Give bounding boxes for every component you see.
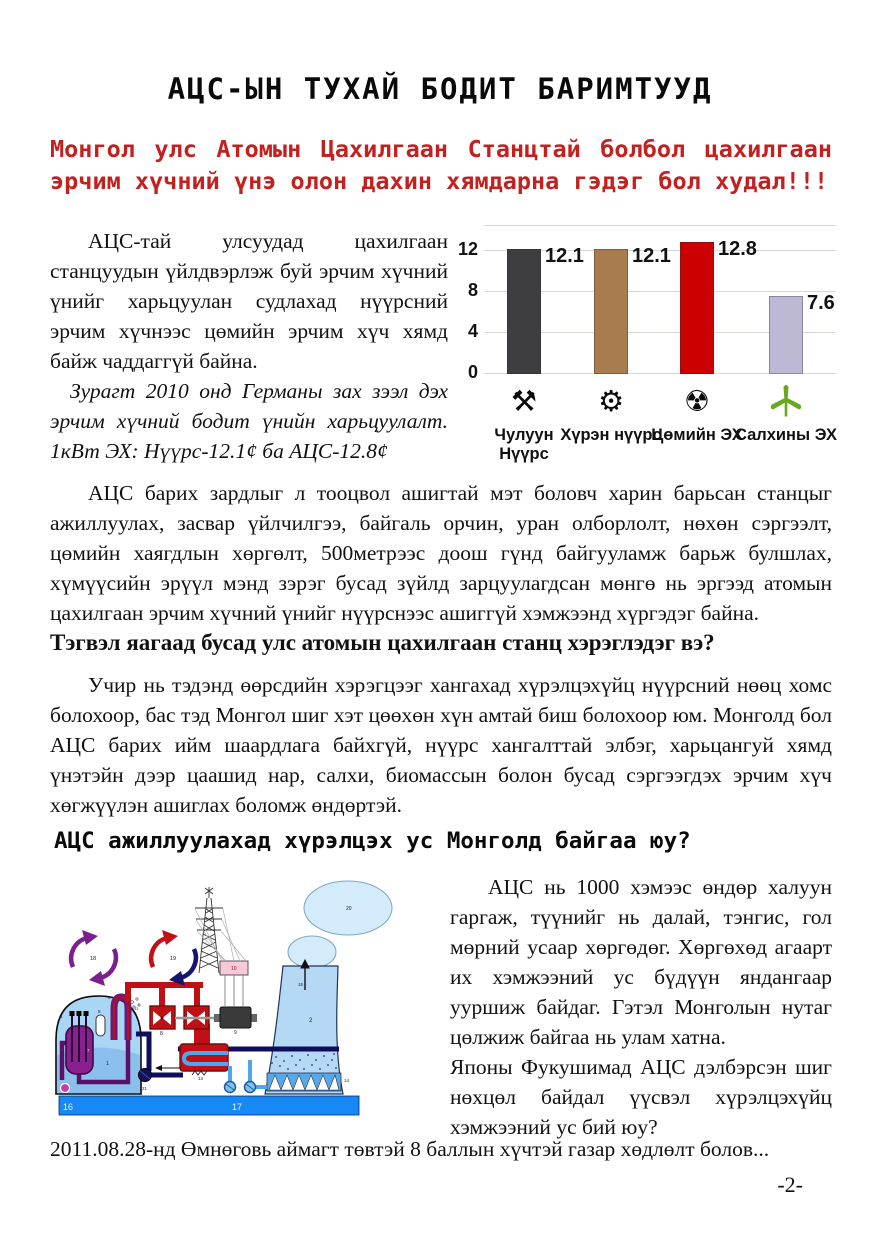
svg-text:17: 17 xyxy=(232,1102,243,1112)
svg-text:2: 2 xyxy=(309,1018,313,1024)
y-tick: 8 xyxy=(467,280,478,300)
bar xyxy=(594,249,628,374)
water-paragraph-1: АЦС нь 1000 хэмээс өндөр халуун гаргаж, түүнийг нь далай, тэнгис, гол мөрний усаар хөргөдөг. Хөргөхөд агаарт их хэмжээний ус бүдүүн яндангаар ууршиж байдаг. Гэтэл Монголын нутаг цөлжиж байгаа нь улам хатна. xyxy=(450,875,832,1049)
cost-paragraph: АЦС барих зардлыг л тооцвол ашигтай мэт боловч харин барьсан станцыг ажиллуулах, засвар үйлчилгээ, байгаль орчин, уран олборлолт, нөхөн сэргээлт, цөмийн хаягдлын хөргөлт, 500метрээс доош гүнд байгууламж барьж булшлах, хүмүүсийн эрүүл мэнд зэрэг бусад зүйлд зарцуулагдсан мөнгө нь эргээд атомын цахилгаан эрчим хүчний үнийг нүүрснээс ашиггүй хэмжээнд хүргэдэг байна. xyxy=(50,481,832,625)
water-paragraph-2: Японы Фукушимад АЦС дэлбэрсэн шиг нөхцөл байдал үүсвэл хүрэлцэхүйц хэмжээний ус бий юу? xyxy=(450,1055,832,1139)
pump-icon xyxy=(61,1084,70,1093)
svg-text:7: 7 xyxy=(87,1048,90,1053)
wind-turbine-icon xyxy=(731,384,841,425)
svg-text:20: 20 xyxy=(346,906,352,912)
bar-value-label: 12.8 xyxy=(718,238,757,260)
page-title: АЦС-ЫН ТУХАЙ БОДИТ БАРИМТУУД xyxy=(167,72,713,106)
bar-value-label: 12.1 xyxy=(545,245,584,267)
category-label: Салхины ЭХ xyxy=(734,426,838,444)
earthquake-line: 2011.08.28-нд Өмнөговь аймагт төвтэй 8 баллын хүчтэй газар хөдлөлт болов... xyxy=(50,1137,770,1161)
pressurizer-icon xyxy=(96,1015,105,1036)
svg-text:19: 19 xyxy=(170,956,177,962)
page-subtitle: Монгол улс Атомын Цахилгаан Станцтай болбол цахилгаан эрчим хүчний үнэ олон дахин хямдарна гэдэг бол худал!!! xyxy=(50,135,832,195)
svg-text:21: 21 xyxy=(142,1086,148,1091)
svg-text:18: 18 xyxy=(90,956,97,962)
svg-text:14: 14 xyxy=(344,1078,350,1083)
power-plant-schematic-svg xyxy=(46,868,444,1138)
category-label: Чулуун Нүүрс xyxy=(494,426,554,463)
svg-text:15: 15 xyxy=(298,982,304,987)
bar-value-label: 7.6 xyxy=(807,292,835,314)
power-pylon-icon xyxy=(195,887,223,973)
svg-text:9: 9 xyxy=(234,1030,237,1036)
gridline xyxy=(484,225,836,226)
page-number: -2- xyxy=(777,1172,803,1197)
intro-paragraph: АЦС-тай улсуудад цахилгаан станцуудын үйлдвэрлэж буй эрчим хүчний үнийг харьцуулан судлахад нүүрсний эрчим хүчнээс цөмийн эрчим хүч хямд байж чаддаггүй байна. xyxy=(50,229,448,373)
svg-text:4: 4 xyxy=(60,1014,63,1019)
crossed-hammers-icon: ⚒ xyxy=(511,384,537,418)
category-label: Хүрэн нүүрс xyxy=(560,426,662,444)
svg-text:12: 12 xyxy=(134,1006,139,1011)
svg-text:6: 6 xyxy=(108,995,111,1000)
bar xyxy=(769,296,803,374)
svg-text:8: 8 xyxy=(160,1031,163,1037)
steam-cloud-icon xyxy=(288,881,392,968)
svg-text:3: 3 xyxy=(77,1079,80,1084)
svg-text:1: 1 xyxy=(106,1061,110,1067)
feedwater-loop xyxy=(136,1034,183,1082)
bar xyxy=(680,242,714,374)
svg-text:5: 5 xyxy=(98,1009,101,1014)
bar xyxy=(507,249,541,374)
generator-icon xyxy=(214,1007,257,1028)
why-paragraph: Учир нь тэдэнд өөрсдийн хэрэгцээг хангахад хүрэлцэхүйц нүүрсний нөөц хомс болохоор, бас тэд Монгол шиг хэт цөөхөн хүн амтай биш болохоор юм. Монголд бол АЦС барих ийм шаардлага байхгүй, нүүрс хангалттай элбэг, харьцангуй хямд үнэтэйн дээр цаашид нар, салхи, биомассын болон бусад сэргээгдэх эрчим хүч хөгжүүлэн ашиглах боломж өндөртэй. xyxy=(50,673,832,817)
bar-value-label: 12.1 xyxy=(632,245,671,267)
chart-caption: Зурагт 2010 онд Германы зах зээл дэх эрчим хүчний бодит үнийн харьцуулалт. 1кВт ЭХ: Нүүрс-12.1¢ ба АЦС-12.8¢ xyxy=(50,379,448,463)
gear-icon: ⚙ xyxy=(598,384,624,418)
radiation-icon: ☢ xyxy=(684,384,710,418)
svg-text:10: 10 xyxy=(231,966,237,972)
svg-text:16: 16 xyxy=(63,1102,74,1112)
water-heading: АЦС ажиллуулахад хүрэлцэх ус Монголд байгаа юу? xyxy=(54,828,691,854)
ground-water-bar xyxy=(59,1096,359,1115)
water-paragraphs xyxy=(450,872,832,1142)
y-tick: 0 xyxy=(467,362,478,382)
y-tick: 4 xyxy=(467,321,478,341)
power-plant-diagram xyxy=(46,868,444,1138)
svg-text:13: 13 xyxy=(198,1076,204,1081)
steam-pipes xyxy=(128,985,203,1008)
category-label: Цөмийн ЭХ xyxy=(651,426,743,444)
y-tick: 12 xyxy=(457,239,478,259)
condenser-icon xyxy=(180,1044,228,1071)
cooling-water-loop xyxy=(225,1060,268,1093)
why-heading: Тэгвэл яагаад бусад улс атомын цахилгаан станц хэрэглэдэг вэ? xyxy=(50,630,715,655)
energy-price-bar-chart xyxy=(452,224,838,462)
chart-plot xyxy=(452,224,838,382)
